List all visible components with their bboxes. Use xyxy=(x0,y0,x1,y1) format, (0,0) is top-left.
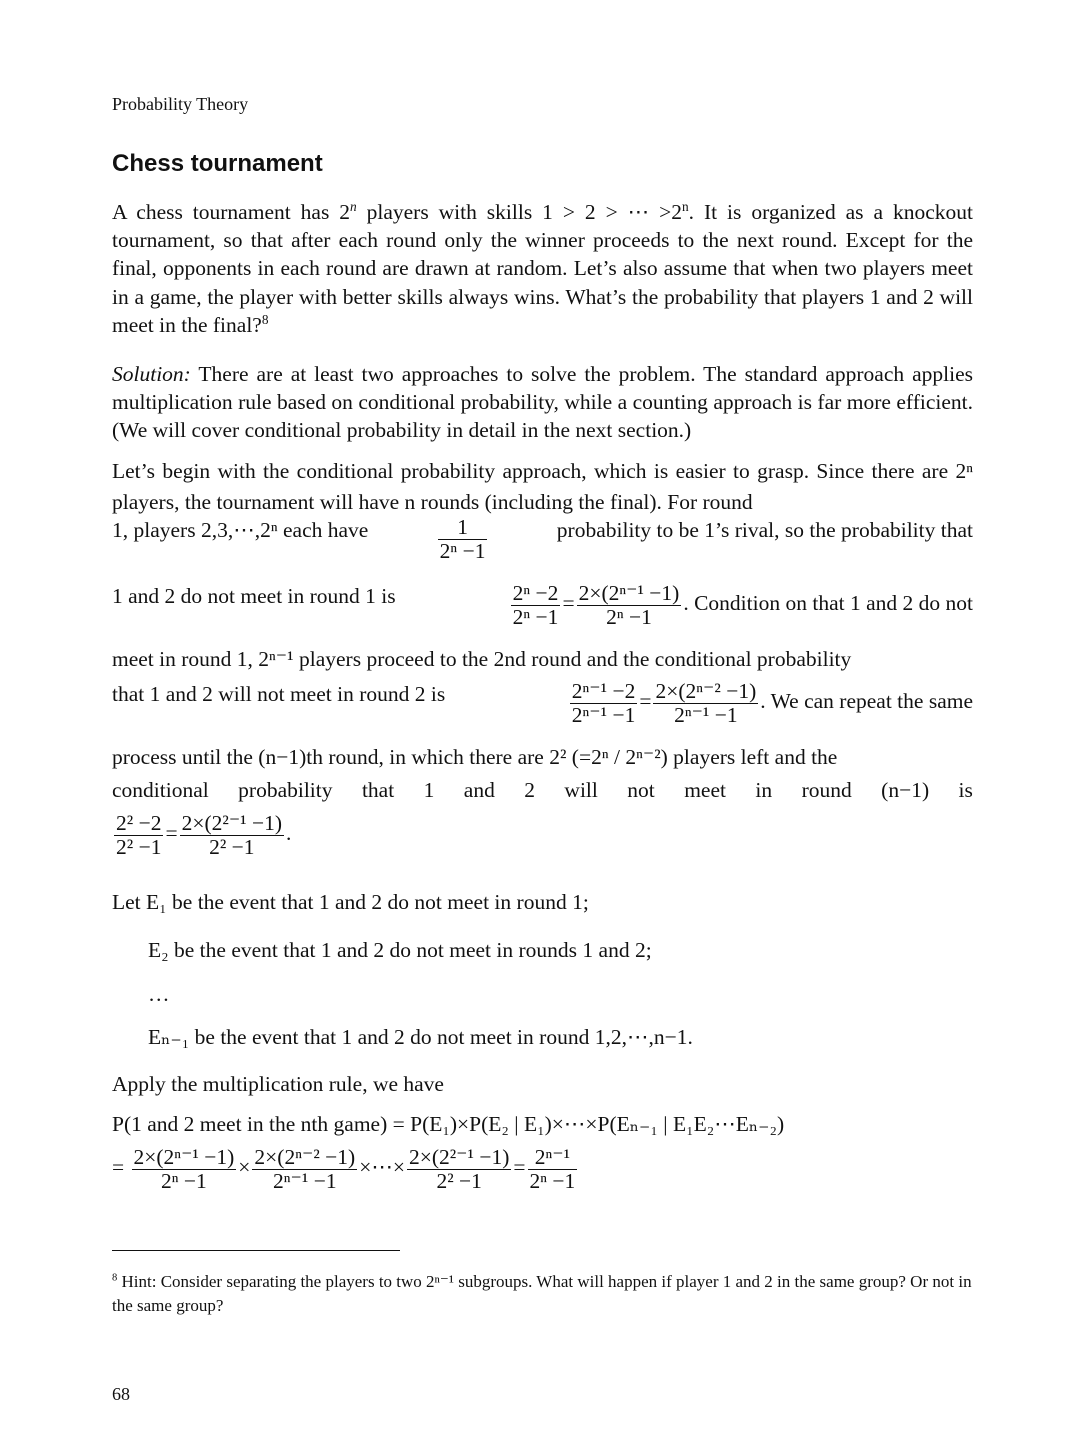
fraction-r2-b: $\frac{\text{2×(2ⁿ⁻² −1)}}{\text{2ⁿ⁻¹ −1}}$ xyxy=(655,679,757,727)
round2-line xyxy=(112,680,973,726)
solution-label: Solution: xyxy=(112,362,191,386)
footnote-ref: 8 xyxy=(261,311,269,327)
fraction-p3: $\frac{\text{2×(2²⁻¹ −1)}}{\text{2² −1}}$ xyxy=(408,1145,510,1193)
round2-intro-line: meet in round 1, 2ⁿ⁻¹ players proceed to the 2nd round and the conditional probability xyxy=(112,647,852,671)
footnote-text: Hint: Consider separating the players to two 2ⁿ⁻¹ subgroups. What will happen if player 1 and 2 in the same group? Or not in the same group? xyxy=(112,1272,972,1315)
product-equation: = $\frac{\text{2×(2ⁿ⁻¹ −1)}}{\text{2ⁿ −1}}$ × $\frac{\text{2×(2ⁿ⁻² −1)}}{\text{2ⁿ⁻¹ −1}}$ ×⋯× $\frac{\text{2×(2²⁻¹ −1)}}{\text{2² −1}}$ = $\frac{\text{2ⁿ⁻¹}}{\text{2ⁿ −1}}$ xyxy=(112,1145,576,1193)
footnote-marker: 8 xyxy=(112,1272,118,1284)
approach-paragraph: Let’s begin with the conditional probability approach, which is easier to grasp. Since there are 2ⁿ players, the tournament will have n rounds (including the final). For round xyxy=(112,459,973,514)
event-en1: Eₙ₋₁ be the event that 1 and 2 do not meet in round 1,2,⋯,n−1. xyxy=(148,1025,693,1049)
problem-text-1: A chess tournament has 2 xyxy=(112,200,350,224)
problem-statement: A chess tournament has 2$^n$ players with skills 1 > 2 > ⋯ $>2^n$. It is organized as a knockout tournament, so that after each round only the winner proceeds to the next round. Except for the final, opponents in each round are drawn at random. Let’s also assume that when two players meet in a game, the player with better skills always wins. What’s the probability that players 1 and 2 will meet in the final?$^8$ xyxy=(112,198,973,337)
round2-equation: $\frac{\text{2ⁿ⁻¹ −2}}{\text{2ⁿ⁻¹ −1}}$ = $\frac{\text{2×(2ⁿ⁻² −1)}}{\text{2ⁿ⁻¹ −1}}$ . We can repeat the same xyxy=(571,679,973,727)
problem-text-2: players with skills 1 > 2 > ⋯ >2 xyxy=(356,200,682,224)
footnote xyxy=(112,1270,973,1318)
repeat-process-line: process until the (n−1)th round, in which there are 2² (=2ⁿ / 2ⁿ⁻²) players left and the xyxy=(112,745,838,769)
round1-text-a: 1, players 2,3,⋯,2ⁿ each have xyxy=(112,518,369,542)
last-round-equation: $\frac{\text{2² −2}}{\text{2² −1}}$ = $\frac{\text{2×(2²⁻¹ −1)}}{\text{2² −1}}$ . xyxy=(116,811,292,859)
solution-text: There are at least two approaches to solve the problem. The standard approach applies multiplication rule based on conditional probability, while a counting approach is far more efficient. (We will cover conditional probability in detail in the next section.) xyxy=(112,362,973,443)
round1-noneet-text: 1 and 2 do not meet in round 1 is xyxy=(112,584,396,608)
section-title: Chess tournament xyxy=(112,150,323,177)
fraction-result: $\frac{\text{2ⁿ⁻¹}}{\text{2ⁿ −1}}$ xyxy=(529,1145,576,1193)
solution-intro xyxy=(112,360,973,445)
round1-noneet-line xyxy=(112,582,973,628)
page-number: 68 xyxy=(112,1384,130,1404)
events-ellipsis: … xyxy=(148,982,170,1006)
fraction-r1-b: $\frac{\text{2×(2ⁿ⁻¹ −1)}}{\text{2ⁿ −1}}$ xyxy=(578,581,680,629)
fraction-r2-a: $\frac{\text{2ⁿ⁻¹ −2}}{\text{2ⁿ⁻¹ −1}}$ xyxy=(571,679,636,727)
running-header: Probability Theory xyxy=(112,94,249,114)
fraction-p2: $\frac{\text{2×(2ⁿ⁻² −1)}}{\text{2ⁿ⁻¹ −1}}$ xyxy=(254,1145,356,1193)
round1-line xyxy=(112,516,973,562)
conditional-probability-line: conditional probability that 1 and 2 will not meet in round (n−1) is xyxy=(112,778,973,802)
round2-text: that 1 and 2 will not meet in round 2 is xyxy=(112,682,446,706)
fraction-rl-a: $\frac{\text{2² −2}}{\text{2² −1}}$ xyxy=(116,811,162,859)
round1-text-b: probability to be 1’s rival, so the probability that xyxy=(556,518,973,542)
fraction-p1: $\frac{\text{2×(2ⁿ⁻¹ −1)}}{\text{2ⁿ −1}}$ xyxy=(133,1145,235,1193)
product-lhs: P(1 and 2 meet in the nth game) = P(E₁)×P(E₂ | E₁)×⋯×P(Eₙ₋₁ | E₁E₂⋯Eₙ₋₂) xyxy=(112,1112,785,1136)
fraction-one-over: $\frac{1}{\text{2ⁿ −1}}$ xyxy=(439,515,486,563)
problem-text-3: . It is organized as a knockout tournament, so that after each round only the winner proceeds to the next round. Except for the final, opponents in each round are drawn at random. Let’s also assume that when two players meet in a game, the player with better skills always wins. What’s the probability that players 1 and 2 will meet in the final? xyxy=(112,200,973,337)
fraction-rl-b: $\frac{\text{2×(2²⁻¹ −1)}}{\text{2² −1}}$ xyxy=(181,811,283,859)
fraction-r1-a: $\frac{\text{2ⁿ −2}}{\text{2ⁿ −1}}$ xyxy=(512,581,559,629)
round1-equation: $\frac{\text{2ⁿ −2}}{\text{2ⁿ −1}}$ = $\frac{\text{2×(2ⁿ⁻¹ −1)}}{\text{2ⁿ −1}}$ . Condition on that 1 and 2 do not xyxy=(512,581,973,629)
event-e2: E₂ be the event that 1 and 2 do not meet in rounds 1 and 2; xyxy=(148,938,652,962)
footnote-divider xyxy=(112,1250,400,1251)
event-e1: Let E₁ be the event that 1 and 2 do not meet in round 1; xyxy=(112,890,589,914)
apply-rule-text: Apply the multiplication rule, we have xyxy=(112,1072,444,1096)
